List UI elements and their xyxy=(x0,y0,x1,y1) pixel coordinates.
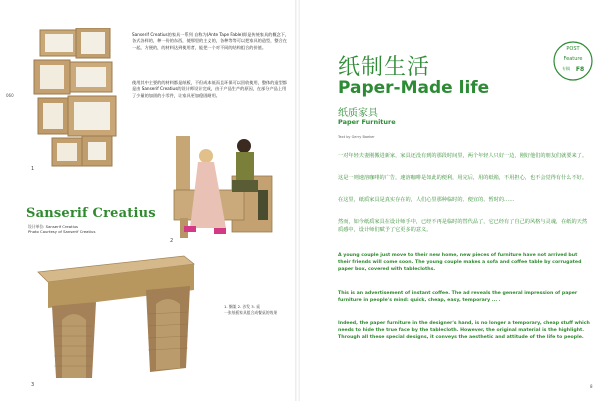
figure-marker-3: 3 xyxy=(31,382,35,388)
photo-caption xyxy=(224,304,294,315)
badge-cn-text: 专稿 xyxy=(562,66,570,71)
paragraph-en-2: This is an advertisement of instant coffee. The ad reveals the general impression of paper furniture in people's mind: quick, cheap, easy, temporary ... . xyxy=(338,291,578,304)
title-english: Paper-Made life xyxy=(338,78,490,98)
caption-line-1: 1. 搁架 2. 沙发 3. 桌 xyxy=(224,304,260,309)
page-number: 8 xyxy=(590,384,593,389)
paragraph-cn-1: 一对年轻夫妻刚搬进新家，家具还没有到的那段时间里，两个年轻人只好一边，刚好他们的朋友们就要来了。 xyxy=(338,153,588,159)
credits xyxy=(28,224,95,234)
caption-line-2: 一张纸板家具组合成餐桌的效果 xyxy=(224,309,278,315)
right-page xyxy=(300,6,596,395)
badge-code-text: F8 xyxy=(575,66,585,73)
subtitle-english: Paper Furniture xyxy=(338,118,396,126)
paragraph-cn-2: 这是一则速溶咖啡的广告，速溶咖啡是如此的便利，用完后，用的纸箱，不用担心，也不会觉得有什么不好。 xyxy=(338,175,588,181)
figure-marker-1: 1 xyxy=(31,166,35,172)
left-page xyxy=(4,6,294,395)
badge-top-text: POST xyxy=(566,46,580,52)
paragraph-cn-3: 在这里，纸质家具是真实存在的，人们心里那种临时的、便宜的、暂时的…… xyxy=(338,197,515,203)
paragraph-en-3: Indeed, the paper furniture in the designer's hand, is no longer a temporary, cheap stuff which needs to hide the true face by the tablecloth. However, the original material is the highlight. Through all these special designs, it conveys the aesthetic and attitude of the life to people. xyxy=(338,321,590,341)
page-folio: 060 xyxy=(6,93,14,98)
title-chinese: 纸制生活 xyxy=(338,55,431,80)
cardboard-shelf-image xyxy=(32,28,124,168)
feature-badge-icon xyxy=(552,40,594,82)
paragraph-cn-4: 然而，如今纸质家具在设计师手中，已经不再是临时的替代品了，它已经有了自己的风格与灵魂，在纸的天然质感中，设计师们赋予了它更多的意义。 xyxy=(338,219,588,233)
figure-marker-2: 2 xyxy=(170,238,174,244)
couple-with-cardboard-chair-photo xyxy=(170,130,280,244)
byline: Text by Gerry Baeker xyxy=(338,135,375,139)
intro-paragraph-2: 使用其中主要的的材料都是纸板，不但成本低而且环保可以回收使用，整体的造型都是由 Sanserif Creatius的设计师设计完成，由于产品生产的原因，在部分产品上用了少量的加固的小零件，让家具更加稳固耐用。 xyxy=(132,80,287,98)
designer-title: Sanserif Creatius xyxy=(26,206,156,221)
credit-line-1: 设计单位: Sanserif Creatius xyxy=(28,224,79,229)
credit-line-2: Photo Courtesy of Sanserif Creatius xyxy=(28,229,96,234)
paragraph-en-1: A young couple just move to their new home, new pieces of furniture have not arrived but their friends will come soon. The young couple makes a sofa and coffee table by corrugated paper box, covered with tablecloths. xyxy=(338,253,582,273)
intro-paragraph-1: Sanserif Creatius的家具一系列 自称为(Ante Tape Fable)即是传统家具的概念下，各式各样的，种一份的东西，使那里的主义的，各种等等可以把家具的造型，整合在一起，方便的，的材料达到使用者，能把一个对不同的结构组合的价值。 xyxy=(132,32,290,50)
subtitle-chinese: 纸质家具 xyxy=(338,108,378,119)
badge-mid-text: Feature xyxy=(563,56,583,62)
cardboard-table-image xyxy=(34,250,199,380)
